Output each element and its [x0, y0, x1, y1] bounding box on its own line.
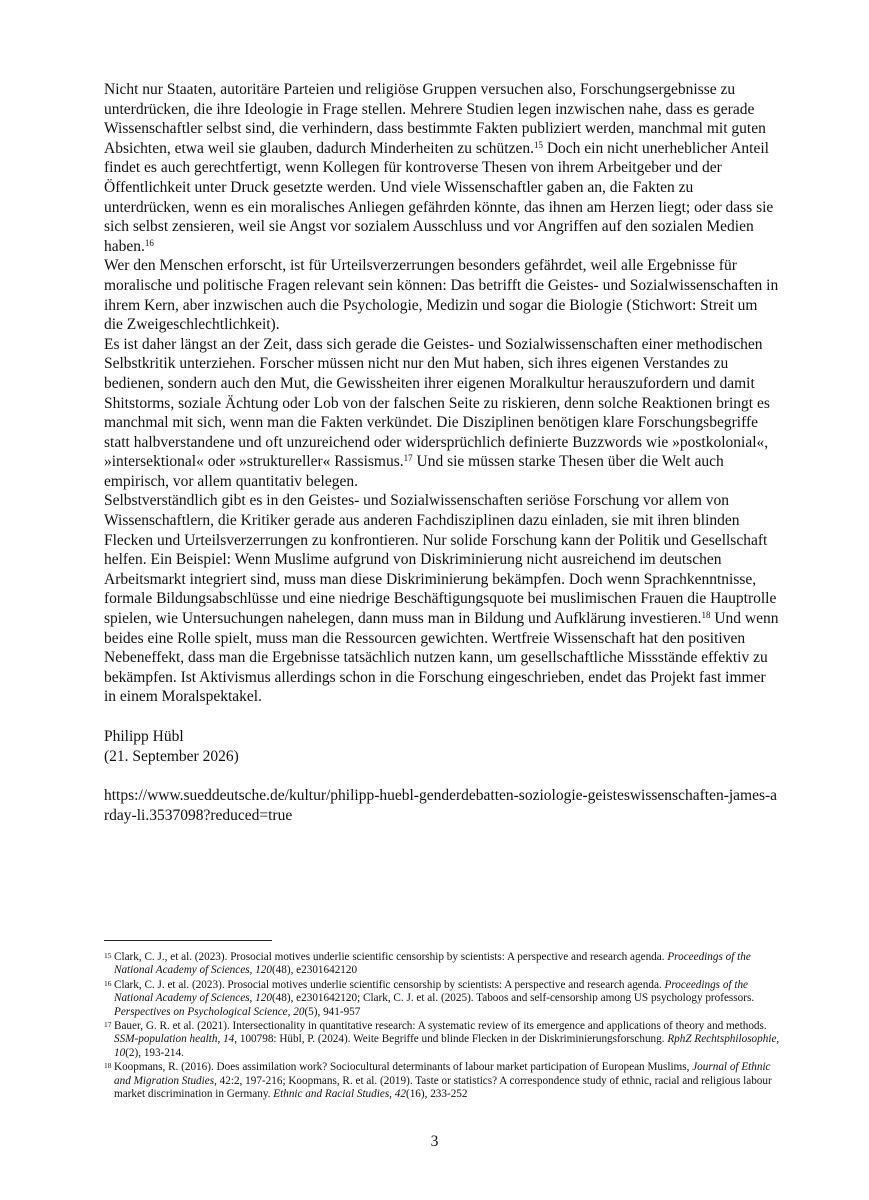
italic-text: Proceedings of the National Academy of Sciences, 120 [114, 951, 751, 977]
source-url[interactable]: https://www.sueddeutsche.de/kultur/philipp-huebl-genderdebatten-soziologie-geisteswissenschaften-james-arday-li.3537098?reduced=true [104, 787, 778, 824]
footnote [104, 1020, 780, 1060]
footnote-number: 18 [104, 1061, 112, 1071]
footnotes [104, 951, 780, 1102]
footnote [104, 1061, 780, 1101]
italic-text: Ethnic and Racial Studies, 42 [273, 1088, 406, 1101]
page-number: 3 [430, 1133, 439, 1150]
paragraphs [104, 80, 780, 707]
paragraph [104, 335, 780, 492]
text-run: Koopmans, R. (2016). Does assimilation work? Sociocultural determinants of labour market participation of European Muslims, [114, 1061, 693, 1074]
text-run: Clark, C. J. et al. (2023). Prosocial motives underlie scientific censorship by scientists: A perspective and research agenda. [114, 978, 665, 991]
text-run: (5), 941-957 [304, 1005, 361, 1018]
italic-text: RphZ Rechtsphilosophie, 10 [114, 1033, 780, 1059]
footnote-separator [104, 940, 272, 941]
text-run: , 100798: Hübl, P. (2024). Weite Begriffe und blinde Flecken in der Diskriminierungsforschung. [234, 1033, 668, 1046]
paragraph [104, 80, 780, 256]
text-run: Es ist daher längst an der Zeit, dass sich gerade die Geistes- und Sozialwissenschaften einer methodischen Selbstkritik unterziehen. Forscher müssen nicht nur den Mut haben, sich ihres eigenen Verstandes zu bedienen, sondern auch den Mut, die Gewissheiten ihrer eigenen Moralkultur herauszufordern und damit Shitstorms, soziale Ächtung oder Lob von der falschen Seite zu riskieren, denn solche Reaktionen bringt es manchmal mit sich, wenn man die Fakten verkündet. Die Disziplinen benötigen klare Forschungsbegriffe statt halbverstandene und oft unzureichend oder widersprüchlich definierte Buzzwords wie »postkolonial«, »intersektional« oder »struktureller« Rassismus. [104, 335, 770, 471]
text-run: Nicht nur Staaten, autoritäre Parteien und religiöse Gruppen versuchen also, Forschungsergebnisse zu unterdrücken, die ihre Ideologie in Frage stellen. Mehrere Studien legen inzwischen nahe, dass es gerade Wissenschaftler selbst sind, die verhindern, dass bestimmte Fakten publiziert werden, manchmal mit guten Absichten, etwa weil sie glauben, dadurch Minderheiten zu schützen. [104, 81, 766, 157]
footnote-text [114, 951, 780, 978]
italic-text: Journal of Ethnic and Migration Studies [114, 1061, 771, 1087]
italic-text: SSM-population health, 14 [114, 1033, 235, 1046]
footnote-text [114, 979, 780, 1019]
text-run: Doch ein nicht unerheblicher Anteil findet es auch gerechtfertigt, wenn Kollegen für kontroverse Thesen von ihrem Arbeitgeber und der Öffentlichkeit unter Druck gesetzte werden. Und viele Wissenschaftler gaben an, die Fakten zu unterdrücken, wenn es ein moralisches Anliegen gefährden könnte, das ihnen am Herzen liegt; oder dass sie sich selbst zensieren, weil sie Angst vor sozialem Ausschluss und vor Angriffen auf den sozialen Medien haben. [104, 139, 774, 255]
body-text [104, 80, 780, 841]
text-run: , 42:2, 197-216; Koopmans, R. et al. (2019). Taste or statistics? A correspondence study of ethnic, racial and religious labour market discrimination in Germany. [114, 1074, 772, 1101]
text-run: (48), e2301642120 [271, 964, 358, 977]
footnote-text [114, 1020, 780, 1060]
text-run: (16), 233-252 [405, 1088, 468, 1101]
author-block [104, 727, 780, 766]
author-name: Philipp Hübl [104, 728, 184, 745]
publication-date: (21. September 2026) [104, 747, 239, 765]
italic-text: Proceedings of the National Academy of Sciences, 120 [114, 978, 749, 1005]
text-run: (48), e2301642120; Clark, C. J. et al. (2025). Taboos and self-censorship among US psychology professors. [271, 992, 755, 1005]
paragraph [104, 256, 780, 334]
footnote-reference[interactable]: 16 [144, 237, 154, 248]
footnote-reference[interactable]: 18 [701, 610, 711, 621]
italic-text: Perspectives on Psychological Science, 20 [114, 1005, 305, 1018]
text-run: (2), 193-214. [125, 1046, 184, 1059]
footnote [104, 951, 780, 978]
footnote-number: 15 [104, 951, 112, 960]
text-run: Selbstverständlich gibt es in den Geistes- und Sozialwissenschaften seriöse Forschung vor allem von Wissenschaftlern, die Kritiker gerade aus anderen Fachdisziplinen dazu einladen, sie mit ihren blinden Flecken und Urteilsverzerrungen zu konfrontieren. Nur solide Forschung kann der Politik und Gesellschaft helfen. Ein Beispiel: Wenn Muslime aufgrund von Diskriminierung nicht ausreichend im deutschen Arbeitsmarkt integriert sind, muss man diese Diskriminierung bekämpfen. Doch wenn Sprachkenntnisse, formale Bildungsabschlüsse und eine niedrige Beschäftigungsquote bei muslimischen Frauen die Hauptrolle spielen, wie Untersuchungen nahelegen, dann muss man in Bildung und Aufklärung investieren. [104, 492, 777, 628]
text-run: Und wenn beides eine Rolle spielt, muss man die Ressourcen gewichten. Wertfreie Wissenschaft hat den positiven Nebeneffekt, dass man die Ergebnisse tatsächlich nutzen kann, um gesellschaftliche Missstände effektiv zu bekämpfen. Ist Aktivismus allerdings schon in die Forschung eingeschrieben, endet das Projekt fast immer in einem Moralspektakel. [104, 610, 779, 706]
footnote-reference[interactable]: 17 [403, 453, 413, 464]
text-run: Clark, C. J., et al. (2023). Prosocial motives underlie scientific censorship by scientists: A perspective and research agenda. [114, 951, 668, 963]
footnote-reference[interactable]: 15 [533, 139, 543, 150]
footnote-number: 16 [104, 978, 112, 988]
footnote-text [114, 1061, 780, 1101]
text-run: Und sie müssen starke Thesen über die Welt auch empirisch, vor allem quantitativ belegen. [104, 453, 724, 490]
paragraph [104, 491, 780, 707]
footnote-number: 17 [104, 1020, 112, 1030]
text-run: Bauer, G. R. et al. (2021). Intersectionality in quantitative research: A systematic review of its emergence and applications of theory and methods. [114, 1020, 767, 1033]
text-run: Wer den Menschen erforscht, ist für Urteilsverzerrungen besonders gefährdet, weil alle Ergebnisse für moralische und politische Fragen relevant sein können: Das betrifft die Geistes- und Sozialwissenschaften in ihrem Kern, aber inzwischen auch die Psychologie, Medizin und sogar die Biologie (Stichwort: Streit um die Zweigeschlechtlichkeit). [104, 257, 779, 334]
footnote [104, 979, 780, 1019]
